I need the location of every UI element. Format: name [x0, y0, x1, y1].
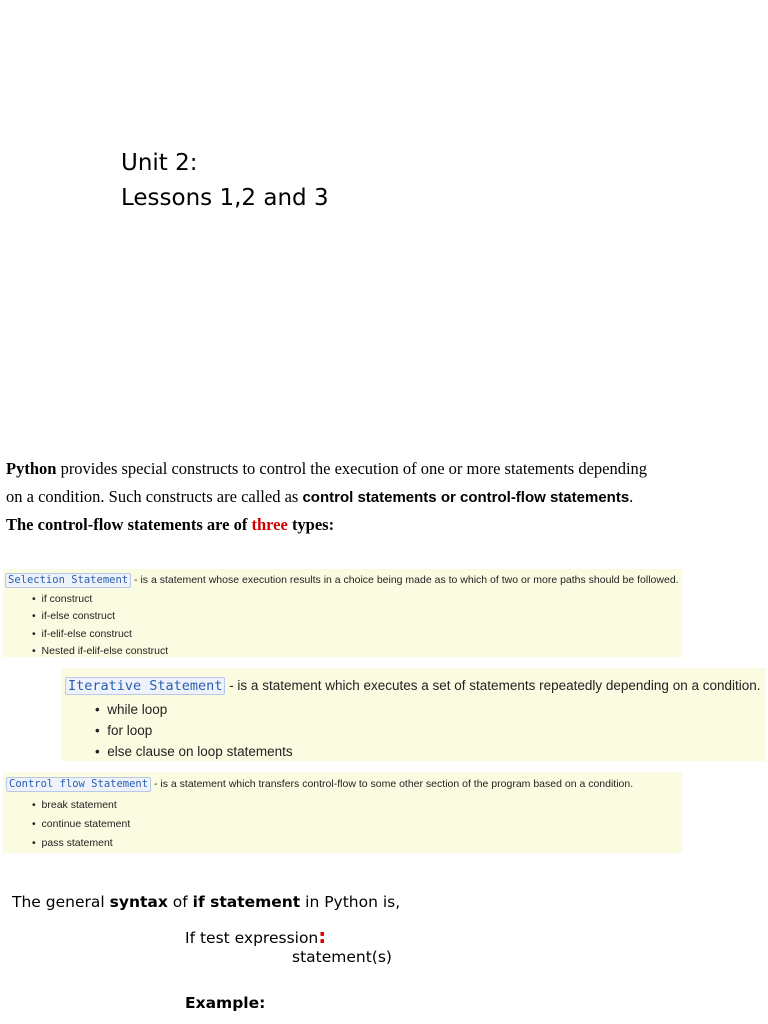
example-label: Example: — [185, 994, 266, 1012]
if-statement-word: if statement — [192, 893, 301, 911]
control-flow-statement-heading — [6, 777, 633, 792]
control-flow-statement-description: - is a statement which transfers control-flow to some other section of the program based on a condition. — [151, 778, 634, 790]
types-number: three — [251, 515, 288, 534]
iterative-statement-heading — [65, 677, 761, 695]
python-word: Python — [6, 459, 57, 478]
iterative-statement-description: - is a statement which executes a set of statements repeatedly depending on a condition. — [225, 678, 761, 693]
if-test-expression: If test expression — [185, 929, 319, 947]
intro-bold-phrase: control statements or control-flow statements — [302, 489, 630, 506]
selection-statement-description: - is a statement whose execution results in a choice being made as to which of two or more paths should be followed. — [131, 574, 679, 586]
list-item: • for loop — [95, 720, 293, 741]
control-flow-statement-list — [32, 796, 130, 853]
syntax-intro — [12, 893, 400, 911]
list-item: • Nested if-elif-else construct — [32, 643, 168, 660]
types-suffix: types: — [287, 515, 335, 534]
syntax-word: syntax — [109, 893, 168, 911]
intro-line-2 — [6, 483, 766, 512]
intro-types-line — [6, 512, 766, 538]
control-flow-statement-tag: Control flow Statement — [6, 777, 151, 792]
iterative-statement-tag: Iterative Statement — [65, 677, 225, 695]
if-syntax-line — [185, 924, 326, 948]
control-flow-statement-box — [3, 772, 682, 853]
if-colon: : — [318, 924, 327, 948]
list-item: • break statement — [32, 796, 130, 815]
selection-statement-heading — [5, 573, 679, 588]
unit-title — [121, 146, 329, 216]
list-item: • if construct — [32, 591, 168, 608]
intro-text-1: provides special constructs to control the execution of one or more statements depending — [56, 459, 648, 478]
selection-statement-tag: Selection Statement — [5, 573, 131, 588]
list-item: • else clause on loop statements — [95, 741, 293, 762]
list-item: • pass statement — [32, 834, 130, 853]
list-item: • if-else construct — [32, 608, 168, 625]
iterative-statement-box — [61, 668, 766, 761]
syntax-suffix: in Python is, — [300, 893, 401, 911]
selection-statement-box — [3, 569, 682, 657]
intro-paragraph — [6, 455, 766, 538]
intro-line-1 — [6, 455, 766, 483]
intro-period: . — [629, 487, 634, 506]
types-prefix: The control-flow statements are of — [6, 515, 252, 534]
syntax-of: of — [167, 893, 193, 911]
list-item: • while loop — [95, 699, 293, 720]
intro-text-2: on a condition. Such constructs are called as — [6, 487, 303, 506]
list-item: • continue statement — [32, 815, 130, 834]
selection-statement-list — [32, 591, 168, 660]
list-item: • if-elif-else construct — [32, 626, 168, 643]
statement-syntax-line: statement(s) — [292, 948, 392, 966]
unit-title-line2: Lessons 1,2 and 3 — [121, 185, 329, 211]
syntax-prefix: The general — [12, 893, 110, 911]
unit-title-line1: Unit 2: — [121, 150, 198, 176]
iterative-statement-list — [95, 699, 293, 762]
